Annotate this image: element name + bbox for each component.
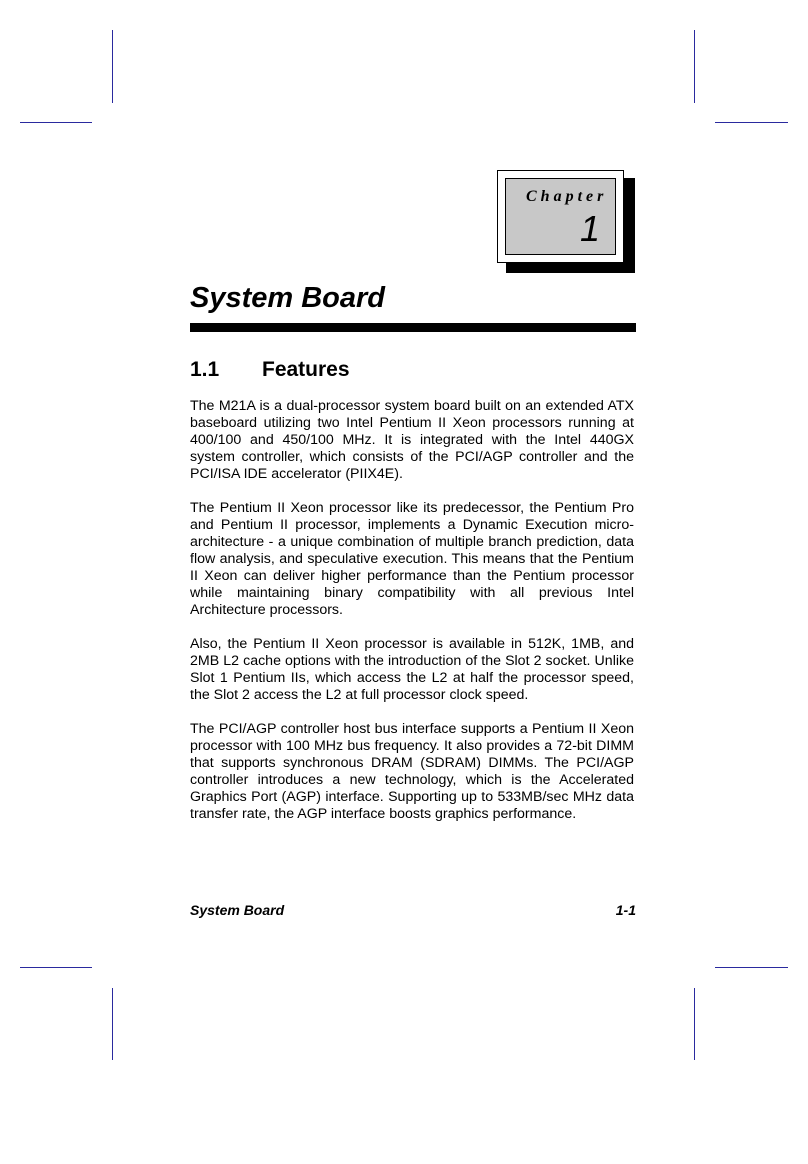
body-text	[190, 398, 634, 840]
crop-mark-top-right-vertical	[694, 30, 695, 103]
chapter-label: Chapter	[526, 188, 608, 205]
section-heading	[190, 356, 350, 384]
paragraph: The M21A is a dual-processor system board built on an extended ATX baseboard utilizing two Intel Pentium II Xeon processors running at 400/100 and 450/100 MHz. It is integrated with the Intel 440GX system controller, which consists of the PCI/AGP controller and the PCI/ISA IDE accelerator (PIIX4E).	[190, 398, 634, 482]
crop-mark-top-right-horizontal	[715, 122, 788, 123]
section-number: 1.1	[190, 358, 220, 381]
chapter-number: 1	[579, 208, 600, 249]
page-title: System Board	[190, 282, 386, 314]
crop-mark-bottom-left-horizontal	[20, 967, 92, 968]
crop-mark-bottom-left-vertical	[112, 988, 113, 1060]
crop-mark-bottom-right-horizontal	[715, 967, 788, 968]
chapter-box-inner	[505, 178, 616, 255]
paragraph: The PCI/AGP controller host bus interface supports a Pentium II Xeon processor with 100 MHz bus frequency. It also provides a 72-bit DIMM that supports synchronous DRAM (SDRAM) DIMMs. The PCI/AGP controller introduces a new technology, which is the Accelerated Graphics Port (AGP) interface. Supporting up to 533MB/sec MHz data transfer rate, the AGP interface boosts graphics performance.	[190, 721, 634, 822]
title-rule	[190, 323, 636, 332]
crop-mark-top-left-horizontal	[20, 122, 92, 123]
paragraph: The Pentium II Xeon processor like its predecessor, the Pentium Pro and Pentium II processor, implements a Dynamic Execution micro-architecture - a unique combination of multiple branch prediction, data flow analysis, and speculative execution. This means that the Pentium II Xeon can deliver higher performance than the Pentium processor while maintaining binary compatibility with all previous Intel Architecture processors.	[190, 500, 634, 618]
footer-section-title: System Board	[190, 902, 285, 918]
section-title: Features	[262, 358, 350, 381]
paragraph: Also, the Pentium II Xeon processor is available in 512K, 1MB, and 2MB L2 cache options with the introduction of the Slot 2 socket. Unlike Slot 1 Pentium IIs, which access the L2 at half the processor speed, the Slot 2 access the L2 at full processor clock speed.	[190, 636, 634, 703]
chapter-box	[497, 170, 624, 263]
crop-mark-top-left-vertical	[112, 30, 113, 103]
crop-mark-bottom-right-vertical	[694, 988, 695, 1060]
page-number: 1-1	[615, 902, 636, 918]
